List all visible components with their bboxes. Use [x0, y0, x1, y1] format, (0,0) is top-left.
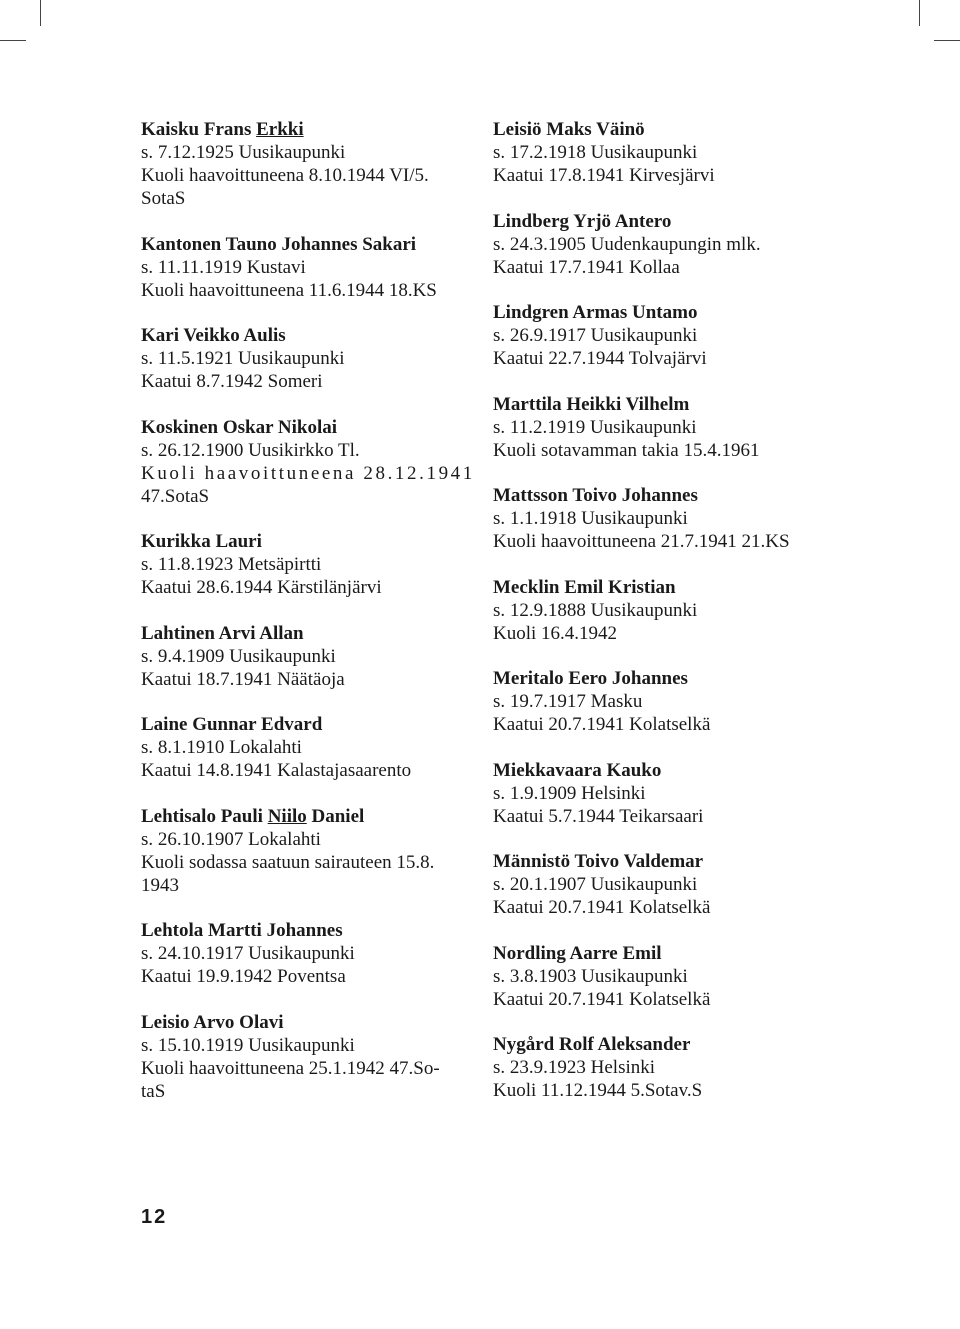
- entry-line: Kuoli sodassa saatuun sairauteen 15.8.: [141, 851, 435, 873]
- entry-name-part: Nygård Rolf Aleksander: [493, 1034, 691, 1055]
- entry-line: s. 17.2.1918 Uusikaupunki: [493, 142, 698, 163]
- entry-name: [141, 118, 481, 141]
- entry-line: Kuoli 16.4.1942: [493, 622, 618, 644]
- register-entry: [493, 301, 833, 370]
- entry-line: s. 1.9.1909 Helsinki: [493, 782, 646, 804]
- entry-name-underlined: Erkki: [256, 119, 304, 140]
- entry-line: Kuoli 11.12.1944 5.Sotav.S: [493, 1080, 703, 1101]
- entry-line: Kuoli haavoittuneena 11.6.1944 18.KS: [141, 279, 437, 301]
- entry-name: [141, 919, 481, 942]
- register-entry: [493, 667, 833, 736]
- entry-name-part: Kantonen Tauno Johannes Sakari: [141, 233, 417, 255]
- register-entry: [493, 210, 833, 279]
- entry-line: s. 9.4.1909 Uusikaupunki: [141, 645, 336, 667]
- entry-name-part: Lehtola Martti Johannes: [141, 920, 343, 941]
- entry-name: [493, 301, 833, 324]
- entry-name: [141, 1011, 481, 1034]
- entry-line: Kaatui 18.7.1941 Näätäoja: [141, 668, 345, 690]
- register-entry: [493, 576, 833, 645]
- entry-name: [141, 416, 481, 439]
- entry-name-part: Lahtinen Arvi Allan: [141, 622, 304, 644]
- entry-line: Kaatui 5.7.1944 Teikarsaari: [493, 805, 704, 827]
- crop-mark-top-right-h: [934, 40, 960, 41]
- register-entry: [493, 118, 833, 187]
- entry-name-part: Lehtisalo Pauli: [141, 805, 268, 827]
- entry-name-underlined: Niilo: [267, 805, 307, 827]
- entry-line: s. 19.7.1917 Masku: [493, 691, 643, 712]
- entry-name: [493, 942, 833, 965]
- entry-name-part: Marttila Heikki Vilhelm: [493, 393, 690, 415]
- entry-line: s. 3.8.1903 Uusikaupunki: [493, 965, 688, 987]
- register-entry: [493, 393, 833, 462]
- entry-line: Kaatui 17.8.1941 Kirvesjärvi: [493, 165, 715, 186]
- entry-name: [141, 622, 481, 645]
- entry-line: s. 24.10.1917 Uusikaupunki: [141, 943, 355, 964]
- register-entry: [141, 233, 481, 302]
- register-entry: [141, 919, 481, 988]
- entry-name-part: Meritalo Eero Johannes: [493, 668, 688, 689]
- entry-name-part: Leisio Arvo Olavi: [141, 1011, 284, 1033]
- entry-name-part: Miekkavaara Kauko: [493, 759, 662, 781]
- entry-name: [493, 393, 833, 416]
- register-entry: [493, 484, 833, 553]
- entry-name-part: Leisiö Maks Väinö: [493, 119, 645, 140]
- entry-line: Kaatui 28.6.1944 Kärstilänjärvi: [141, 577, 382, 598]
- entry-name: [493, 576, 833, 599]
- crop-mark-top-left-h: [0, 40, 26, 41]
- entry-line: s. 11.11.1919 Kustavi: [141, 256, 306, 278]
- entry-line: s. 8.1.1910 Lokalahti: [141, 737, 302, 758]
- right-column: [493, 118, 833, 1125]
- entry-line: s. 15.10.1919 Uusikaupunki: [141, 1034, 355, 1056]
- entry-line: 1943: [141, 874, 179, 896]
- entry-name: [493, 759, 833, 782]
- entry-line: s. 12.9.1888 Uusikaupunki: [493, 599, 698, 621]
- entry-line: Kaatui 20.7.1941 Kolatselkä: [493, 988, 711, 1010]
- entry-line: 47.SotaS: [141, 485, 210, 507]
- entry-name-part: Männistö Toivo Valdemar: [493, 851, 704, 872]
- entry-line: Kuoli haavoittuneena 25.1.1942 47.So-: [141, 1057, 440, 1079]
- entry-line: s. 26.10.1907 Lokalahti: [141, 828, 321, 850]
- entry-name-part: Mattsson Toivo Johannes: [493, 485, 698, 506]
- entry-name-part: Daniel: [306, 805, 365, 827]
- entry-name: [493, 484, 833, 507]
- entry-name: [493, 850, 833, 873]
- crop-mark-top-left-v: [40, 0, 41, 26]
- entry-name: [141, 233, 481, 256]
- register-entry: [141, 1011, 481, 1103]
- register-entry: [141, 118, 481, 210]
- entry-name: [141, 324, 481, 347]
- entry-line: s. 1.1.1918 Uusikaupunki: [493, 508, 688, 529]
- entry-line: Kaatui 20.7.1941 Kolatselkä: [493, 897, 711, 918]
- entry-name: [493, 667, 833, 690]
- entry-name: [493, 118, 833, 141]
- register-entry: [493, 759, 833, 828]
- entry-line: Kuoli sotavamman takia 15.4.1961: [493, 439, 760, 461]
- entry-line: Kuoli haavoittuneena 8.10.1944 VI/5.: [141, 165, 429, 186]
- entry-line: s. 26.12.1900 Uusikirkko Tl.: [141, 439, 360, 461]
- entry-name-part: Lindberg Yrjö Antero: [493, 210, 672, 232]
- entry-name: [141, 530, 481, 553]
- entry-name: [141, 713, 481, 736]
- entry-name: [493, 1033, 833, 1056]
- entry-line: s. 20.1.1907 Uusikaupunki: [493, 874, 698, 895]
- entry-name-part: Mecklin Emil Kristian: [493, 576, 676, 598]
- entry-line: SotaS: [141, 188, 186, 209]
- entry-name-part: Kari Veikko Aulis: [141, 325, 286, 346]
- entry-line: s. 11.5.1921 Uusikaupunki: [141, 348, 345, 369]
- register-entry: [141, 805, 481, 897]
- entry-name-part: Koskinen Oskar Nikolai: [141, 416, 338, 438]
- entry-line: Kaatui 14.8.1941 Kalastajasaarento: [141, 760, 412, 781]
- crop-mark-top-right-v: [919, 0, 920, 26]
- entry-name: [141, 805, 481, 828]
- entry-name: [493, 210, 833, 233]
- entry-name-part: Nordling Aarre Emil: [493, 942, 662, 964]
- register-entry: [493, 1033, 833, 1102]
- entry-line: s. 24.3.1905 Uudenkaupungin mlk.: [493, 233, 761, 255]
- register-entry: [141, 324, 481, 393]
- entry-line: Kuoli haavoittuneena 21.7.1941 21.KS: [493, 531, 790, 552]
- register-entry: [493, 942, 833, 1011]
- page-number: 12: [141, 1206, 168, 1228]
- entry-line: Kaatui 20.7.1941 Kolatselkä: [493, 714, 711, 735]
- register-entry: [141, 713, 481, 782]
- register-entry: [141, 416, 481, 508]
- register-entry: [493, 850, 833, 919]
- entry-line: s. 23.9.1923 Helsinki: [493, 1057, 656, 1078]
- entry-name-part: Kurikka Lauri: [141, 531, 262, 552]
- entry-name-part: Lindgren Armas Untamo: [493, 302, 698, 323]
- entry-line: Kaatui 22.7.1944 Tolvajärvi: [493, 348, 707, 369]
- entry-line: s. 26.9.1917 Uusikaupunki: [493, 325, 698, 346]
- entry-line: s. 11.2.1919 Uusikaupunki: [493, 416, 697, 438]
- entry-name-part: Kaisku Frans: [141, 119, 257, 140]
- entry-name-part: Laine Gunnar Edvard: [141, 714, 323, 735]
- entry-line: taS: [141, 1080, 166, 1102]
- entry-line: s. 11.8.1923 Metsäpirtti: [141, 554, 322, 575]
- entry-line: Kuoli haavoittuneena 28.12.1941: [141, 462, 475, 484]
- left-column: [141, 118, 481, 1125]
- entry-line: Kaatui 19.9.1942 Poventsa: [141, 966, 346, 987]
- register-entry: [141, 530, 481, 599]
- entry-line: s. 7.12.1925 Uusikaupunki: [141, 142, 346, 163]
- entry-line: Kaatui 8.7.1942 Someri: [141, 371, 323, 392]
- entry-line: Kaatui 17.7.1941 Kollaa: [493, 256, 680, 278]
- register-entry: [141, 622, 481, 691]
